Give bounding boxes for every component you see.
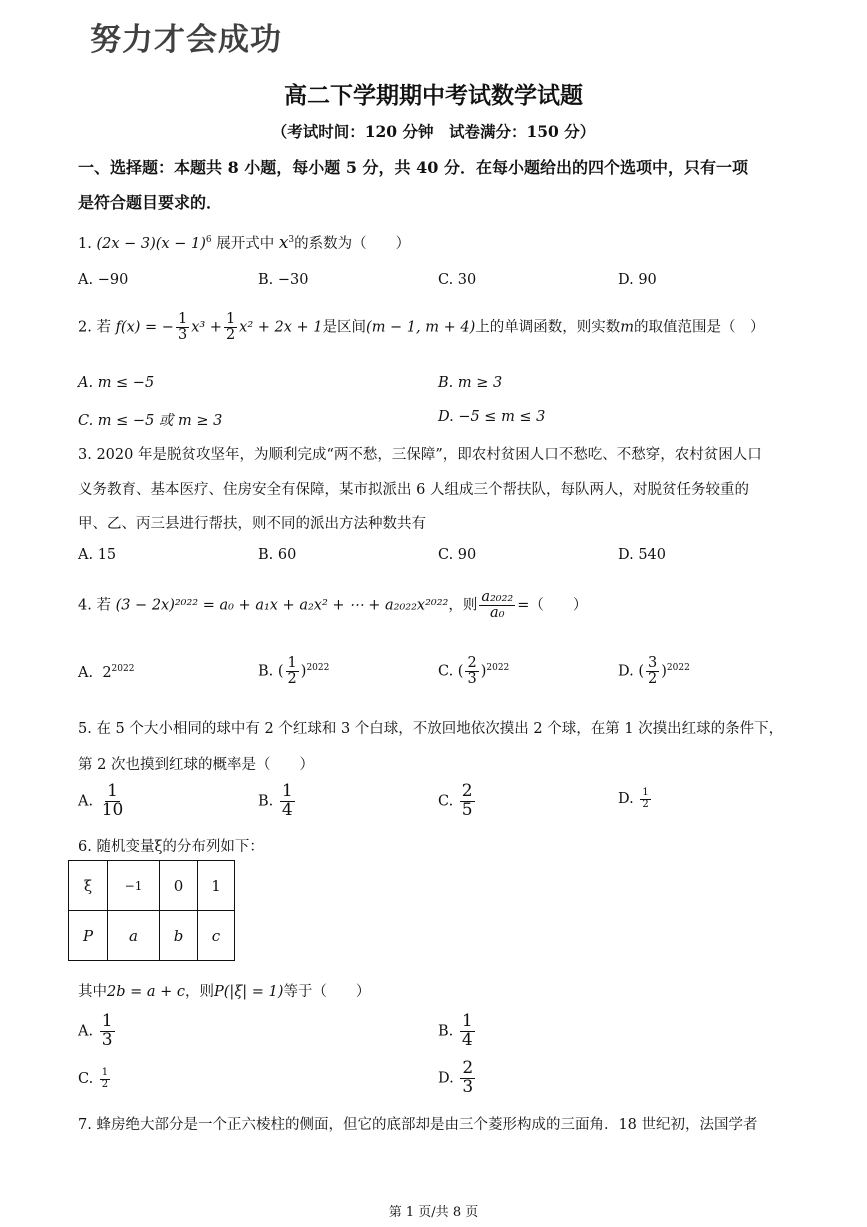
question-3-line1: 3. 2020 年是脱贫攻坚年，为顺利完成“两不愁，三保障”，即农村贫困人口不愁吃、不愁穿，农村贫困人口 <box>78 447 762 463</box>
question-number: 1. <box>78 236 92 252</box>
q4-option-c: C. ( $\frac{2}{3}$ )$^{2022}$ <box>438 655 510 688</box>
q1-variable: x <box>278 233 289 253</box>
table-cell: b <box>160 911 198 961</box>
table-row <box>69 861 235 911</box>
q2-fraction-1: $\frac{1}{3}$ <box>177 311 188 344</box>
page-title: 高二下学期期中考试数学试题 <box>284 82 583 109</box>
table-row <box>69 911 235 961</box>
q3-option-c: C. 90 <box>438 547 477 563</box>
q1-exponent: 6 <box>205 235 212 246</box>
question-4 <box>78 590 587 621</box>
q1-option-b: B. −30 <box>258 272 309 288</box>
q1-text-end: 的系数为（ ） <box>294 236 411 252</box>
q2-text: 是区间 <box>322 319 367 336</box>
q3-option-b: B. 60 <box>258 547 297 563</box>
q2-term-2: x² + 2x + 1 <box>239 319 323 336</box>
table-cell: a <box>108 911 160 961</box>
q4-fraction: $\frac{\text{a₂₀₂₂}}{\text{a₀}}$ <box>481 589 514 622</box>
q1-expression: (2x − 3)(x − 1) <box>96 236 206 252</box>
q5-option-a: A. $\frac{1}{10}$ <box>78 781 124 820</box>
q4-option-b: B. ( $\frac{1}{2}$ )$^{2022}$ <box>258 655 330 688</box>
question-5-line2: 第 2 次也摸到红球的概率是（ ） <box>78 757 314 773</box>
question-2 <box>78 312 765 343</box>
q2-interval: (m − 1, m + 4) <box>366 319 476 336</box>
q2-function: f(x) = − <box>115 319 174 336</box>
table-cell: 1 <box>198 861 235 911</box>
question-number: 2. 若 <box>78 319 111 336</box>
question-5-line1: 5. 在 5 个大小相同的球中有 2 个红球和 3 个白球，不放回地依次摸出 2 个球，在第 1 次摸出红球的条件下， <box>78 721 784 737</box>
q2-text-2: 上的单调函数，则实数 <box>475 319 621 336</box>
q1-option-a: A. −90 <box>78 272 129 288</box>
table-cell: P <box>69 911 108 961</box>
q3-option-a: A. 15 <box>78 547 117 563</box>
q1-option-d: D. 90 <box>618 272 657 288</box>
q5-option-c: C. $\frac{2}{5}$ <box>438 781 473 820</box>
question-6-condition: 其中2b = a + c，则P(|ξ| = 1)等于（ ） <box>78 984 371 1000</box>
q6-probability: P(|ξ| = 1) <box>214 984 284 1000</box>
q6-option-a: A. $\frac{1}{3}$ <box>78 1011 113 1050</box>
question-1 <box>78 232 410 253</box>
watermark-text: 努力才会成功 <box>90 22 282 58</box>
question-7-line1: 7. 蜂房绝大部分是一个正六棱柱的侧面，但它的底部却是由三个菱形构成的三面角．18 世纪初，法国学者 <box>78 1117 758 1133</box>
q1-text: 展开式中 <box>216 236 275 252</box>
q6-equation: 2b = a + c <box>107 984 186 1000</box>
table-cell: c <box>198 911 235 961</box>
q2-option-a: A. m ≤ −5 <box>78 375 155 391</box>
q5-option-d: D. $\frac{1}{2}$ <box>618 787 649 810</box>
table-cell: −1 <box>108 861 160 911</box>
q2-option-c: C. m ≤ −5 或 m ≥ 3 <box>78 413 223 429</box>
q2-option-b: B. m ≥ 3 <box>438 375 503 391</box>
question-6-intro: 6. 随机变量ξ的分布列如下： <box>78 839 264 855</box>
section-header-line1: 一、选择题：本题共 8 小题，每小题 5 分，共 40 分．在每小题给出的四个选项中，只有一项 <box>78 158 748 177</box>
question-3-line2: 义务教育、基本医疗、住房安全有保障，某市拟派出 6 人组成三个帮扶队，每队两人，对脱贫任务较重的 <box>78 482 749 498</box>
table-cell: 0 <box>160 861 198 911</box>
page-subtitle: （考试时间：120 分钟 试卷满分：150 分） <box>271 122 596 141</box>
q2-fraction-2: $\frac{1}{2}$ <box>225 311 236 344</box>
q2-variable-m: m <box>620 319 634 336</box>
page-footer: 第 1 页/共 8 页 <box>388 1205 479 1220</box>
question-3-line3: 甲、乙、丙三县进行帮扶，则不同的派出方法种数共有 <box>78 516 426 532</box>
q6-option-b: B. $\frac{1}{4}$ <box>438 1011 473 1050</box>
q1-option-c: C. 30 <box>438 272 477 288</box>
q2-text-end: 的取值范围是（ ） <box>634 319 765 336</box>
q4-option-a: A. $2^{2022}$ <box>78 664 135 681</box>
q1-variable-exponent: 3 <box>288 235 295 246</box>
q6-option-d: D. $\frac{2}{3}$ <box>438 1058 474 1097</box>
q4-option-d: D. ( $\frac{3}{2}$ )$^{2022}$ <box>618 655 690 688</box>
table-cell: ξ <box>69 861 108 911</box>
q6-option-c: C. $\frac{1}{2}$ <box>78 1067 109 1090</box>
q5-option-b: B. $\frac{1}{4}$ <box>258 781 293 820</box>
q4-text: ，则 <box>448 597 478 614</box>
distribution-table <box>68 860 235 961</box>
section-header-line2: 是符合题目要求的． <box>78 193 223 212</box>
q3-option-d: D. 540 <box>618 547 667 563</box>
q2-option-d: D. −5 ≤ m ≤ 3 <box>438 409 546 425</box>
q2-term-1: x³ + <box>191 319 222 336</box>
q4-text-end: =（ ） <box>517 597 588 614</box>
q4-expansion: (3 − 2x)²⁰²² = a₀ + a₁x + a₂x² + ⋯ + a₂₀₂₂x²⁰²² <box>115 597 449 614</box>
question-number: 4. 若 <box>78 597 111 614</box>
